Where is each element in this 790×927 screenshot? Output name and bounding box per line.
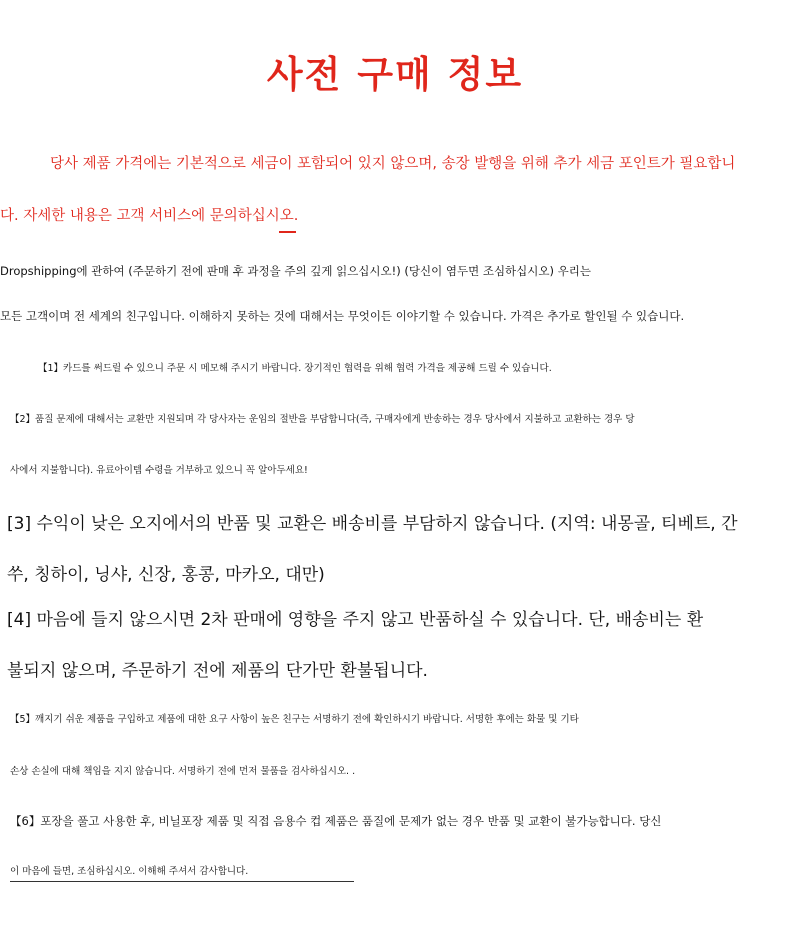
- intro-line-2: 모든 고객이며 전 세계의 친구입니다. 이해하지 못하는 것에 대해서는 무엇이든 이야기할 수 있습니다. 가격은 추가로 할인될 수 있습니다.: [0, 309, 685, 323]
- policy-item-5-line-2: 손상 손실에 대해 책임을 지지 않습니다. 서명하기 전에 먼저 물품을 검사하십시오. .: [10, 766, 356, 777]
- closing-underline: [10, 881, 354, 882]
- policy-item-2-line-2: 사에서 지불합니다). 유료아이템 수령을 거부하고 있으니 꼭 알아두세요!: [10, 465, 308, 476]
- policy-item-3-line-2: 쑤, 칭하이, 닝샤, 신장, 홍콩, 마카오, 대만): [7, 565, 325, 585]
- page-title: 사전 구매 정보: [266, 53, 524, 96]
- intro-line-1: Dropshipping에 관하여 (주문하기 전에 판매 후 과정을 주의 깊게 읽으십시오!) (당신이 염두면 조심하십시오) 우리는: [0, 264, 591, 278]
- tax-notice-line-1: 당사 제품 가격에는 기본적으로 세금이 포함되어 있지 않으며, 송장 발행을 위해 추가 세금 포인트가 필요합니: [50, 156, 736, 172]
- policy-item-6-line-1: 【6】포장을 풀고 사용한 후, 비닐포장 제품 및 직접 음용수 컵 제품은 품질에 문제가 없는 경우 반품 및 교환이 불가능합니다. 당신: [10, 814, 662, 828]
- policy-item-5-line-1: 【5】깨지기 쉬운 제품을 구입하고 제품에 대한 요구 사항이 높은 친구는 서명하기 전에 확인하시기 바랍니다. 서명한 후에는 화물 및 기타: [10, 714, 579, 725]
- policy-item-6-line-2: 이 마음에 들면, 조심하십시오. 이해해 주셔서 감사합니다.: [10, 866, 249, 877]
- policy-item-2-line-1: 【2】품질 문제에 대해서는 교환만 지원되며 각 당사자는 운임의 절반을 부담합니다(즉, 구매자에게 반송하는 경우 당사에서 지불하고 교환하는 경우 당: [10, 414, 635, 425]
- policy-item-3-line-1: [3] 수익이 낮은 오지에서의 반품 및 교환은 배송비를 부담하지 않습니다. (지역: 내몽골, 티베트, 간: [7, 514, 738, 534]
- policy-item-4-line-1: [4] 마음에 들지 않으시면 2차 판매에 영향을 주지 않고 반품하실 수 있습니다. 단, 배송비는 환: [7, 610, 704, 630]
- policy-item-1: 【1】카드를 써드릴 수 있으니 주문 시 메모해 주시기 바랍니다. 장기적인 협력을 위해 협력 가격을 제공해 드릴 수 있습니다.: [38, 363, 552, 374]
- red-dash-divider: [279, 231, 296, 233]
- tax-notice-line-2: 다. 자세한 내용은 고객 서비스에 문의하십시오.: [0, 208, 299, 224]
- policy-item-4-line-2: 불되지 않으며, 주문하기 전에 제품의 단가만 환불됩니다.: [7, 661, 428, 681]
